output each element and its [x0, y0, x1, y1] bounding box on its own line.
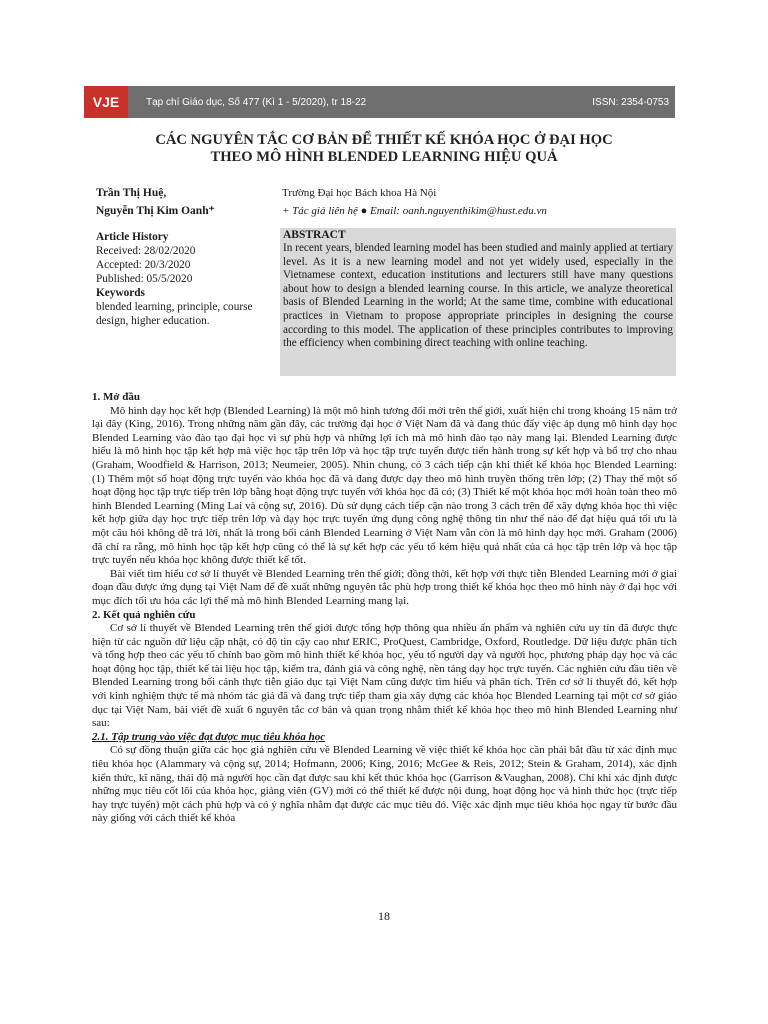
author-list — [96, 184, 286, 220]
contact-email: + Tác giả liên hệ ● Email: oanh.nguyenthikim@hust.edu.vn — [282, 205, 547, 217]
accepted-date: Accepted: 20/3/2020 — [96, 259, 191, 271]
section-heading-intro: 1. Mở đầu — [92, 391, 140, 403]
keywords-heading: Keywords — [96, 287, 145, 299]
abstract-box — [280, 228, 676, 376]
article-title — [84, 132, 684, 166]
paragraph: Có sự đồng thuận giữa các học giả nghiên cứu về Blended Learning về việc thiết kế khóa học cần phải bắt đầu từ xác định mục tiêu khóa học (Alammary và cộng sự, 2014; Hofmann, 2006; King, 2016; McGee & Reis, 2012; Stein & Graham, 2014), xác định kiến thức, kĩ năng, thái độ mà người học cần đạt được sau khi kết thúc khóa học (Garrison &Vaughan, 2008). Chỉ khi xác định được những mục tiêu cốt lõi của khóa học, giảng viên (GV) mới có thể thiết kế được nội dung, hoạt động học và hình thức học (trực tiếp hay trực tuyến) một cách phù hợp và có ý nghĩa nhằm đạt được các mục tiêu đó. Việc xác định mục tiêu khóa học ngay từ bước đầu này giống với cách thiết kế khóa — [92, 744, 677, 825]
abstract-heading: ABSTRACT — [283, 229, 346, 241]
article-body — [92, 391, 677, 826]
paragraph: Bài viết tìm hiểu cơ sở lí thuyết về Blended Learning trên thế giới; đồng thời, kết hợp với thực tiễn Blended Learning mới ở giai đoạn đầu được ứng dụng tại Việt Nam để đề xuất những nguyên tắc phù hợp trong thiết kế khóa học theo mô hình này ở đại học với mục đích tối ưu hóa các lợi thế mà mô hình Blended Learning mang lại. — [92, 567, 677, 607]
journal-citation: Tạp chí Giáo dục, Số 477 (Kì 1 - 5/2020), tr 18-22 — [146, 96, 367, 108]
published-date: Published: 05/5/2020 — [96, 273, 193, 285]
subsection-heading: 2.1. Tập trung vào việc đạt được mục tiêu khóa học — [92, 730, 326, 743]
article-history-heading: Article History — [96, 231, 169, 243]
paragraph: Cơ sở lí thuyết về Blended Learning trên thế giới được tổng hợp thông qua nhiều ấn phẩm và nghiên cứu uy tín đã được thực hiện từ các nguồn dữ liệu cập nhật, có độ tin cậy cao như ERIC, ProQuest, Cambridge, Oxford, Routledge. Dữ liệu được phân tích và tổng hợp theo các yếu tố chính bao gồm mô hình thiết kế khóa học, yếu tố người dạy và người học, phương pháp dạy học và các hoạt động học tập, thiết kế tài liệu học tập, kiểm tra, đánh giá và công nghệ, nền tảng dạy học trực tuyến. Các nghiên cứu đầu tiên về Blended Learning trong bối cảnh thực tiễn giáo dục tại Việt Nam cũng được tìm hiểu và phân tích. Trên cơ sở lí thuyết đó, kết hợp với kinh nghiệm thực tế mà nhóm tác giả đã và đang trực tiếp tham gia xây dựng các khóa học Blended Learning tại một cơ sở giáo dục tại Việt Nam, bài viết đề xuất 6 nguyên tắc cơ bản và quan trọng nhằm thiết kế khóa học theo mô hình Blended Learning như sau: — [92, 622, 677, 730]
received-date: Received: 28/02/2020 — [96, 245, 196, 257]
journal-header-bar — [84, 86, 675, 118]
affiliation — [282, 184, 682, 220]
article-history — [96, 230, 271, 328]
article-title-line2: THEO MÔ HÌNH BLENDED LEARNING HIỆU QUẢ — [210, 149, 558, 165]
paragraph: Mô hình dạy học kết hợp (Blended Learning) là một mô hình tương đối mới trên thế giới, xuất hiện chỉ trong khoảng 15 năm trở lại đây (King, 2016). Trong những năm gần đây, các trường đại học ở Việt Nam đã và đang thúc đẩy việc áp dụng mô hình dạy học Blended Learning vào đào tạo đại học vì sự phù hợp và những lợi ích mà mô hình đào tạo này mang lại. Blended Learning được hiểu là mô hình học tập kết hợp mà việc học tập trên lớp và học tập trực tuyến được tiến hành trong sự kết hợp và bổ trợ cho nhau (Graham, Woodfield & Harrison, 2013; Neumeier, 2005). Nhìn chung, có 3 cách tiếp cận khi thiết kế khóa học Blended Learning: (1) Thêm một số hoạt động trực tuyến vào khóa học đã và đang được dạy theo mô hình truyền thống trên lớp; (2) Thay thế một số hoạt động học tập trực tiếp trên lớp bằng hoạt động trực tuyến với khóa học đã có; (3) Thiết kế một khóa học mới hoàn toàn theo mô hình Blended Learning (Ming Lai và cộng sự, 2016). Dù sử dụng cách tiếp cận nào trong 3 cách trên để xây dựng khóa học thì việc kết hợp giữa dạy học trực tiếp trên lớp và dạy học trực tuyến ứng dụng công nghệ thông tin như thế nào để đạt hiệu quả tối ưu là một câu hỏi không dễ trả lời, nhất là trong bối cảnh Blended Learning ở Việt Nam vẫn còn là mô hình dạy học mới. Graham (2006) đã chỉ ra rằng, mô hình học tập kết hợp cũng có thể là sự kết hợp các yếu tố kém hiệu quả nhất của cả học tập trên lớp và học tập trực tuyến nếu khóa học không được thiết kế tốt. — [92, 404, 677, 567]
section-heading-results: 2. Kết quả nghiên cứu — [92, 608, 196, 621]
author-2: Nguyễn Thị Kim Oanh⁺ — [96, 205, 215, 217]
abstract-text: In recent years, blended learning model has been studied and mainly applied at tertiary level. As it is a new learning model and not yet widely used, especially in the Vietnamese context, education institutions and lecturers still have many questions about how to design a blended learning course. In this article, we analyze theoretical basis of Blended Learning in the world; At the same time, combine with educational practices in Vietnam to propose appropriate principles in designing the course according to this model. The application of these principles contributes to improving the efficiency when combining direct teaching with online teaching. — [283, 242, 673, 350]
keywords-list: blended learning, principle, course design, higher education. — [96, 301, 253, 327]
article-title-line1: CÁC NGUYÊN TẮC CƠ BẢN ĐỂ THIẾT KẾ KHÓA HỌC Ở ĐẠI HỌC — [155, 132, 613, 148]
page-number: 18 — [378, 909, 390, 923]
institution: Trường Đại học Bách khoa Hà Nội — [282, 187, 437, 199]
journal-issn: ISSN: 2354-0753 — [592, 96, 669, 108]
author-1: Trần Thị Huệ, — [96, 187, 167, 199]
journal-logo: VJE — [84, 86, 128, 118]
